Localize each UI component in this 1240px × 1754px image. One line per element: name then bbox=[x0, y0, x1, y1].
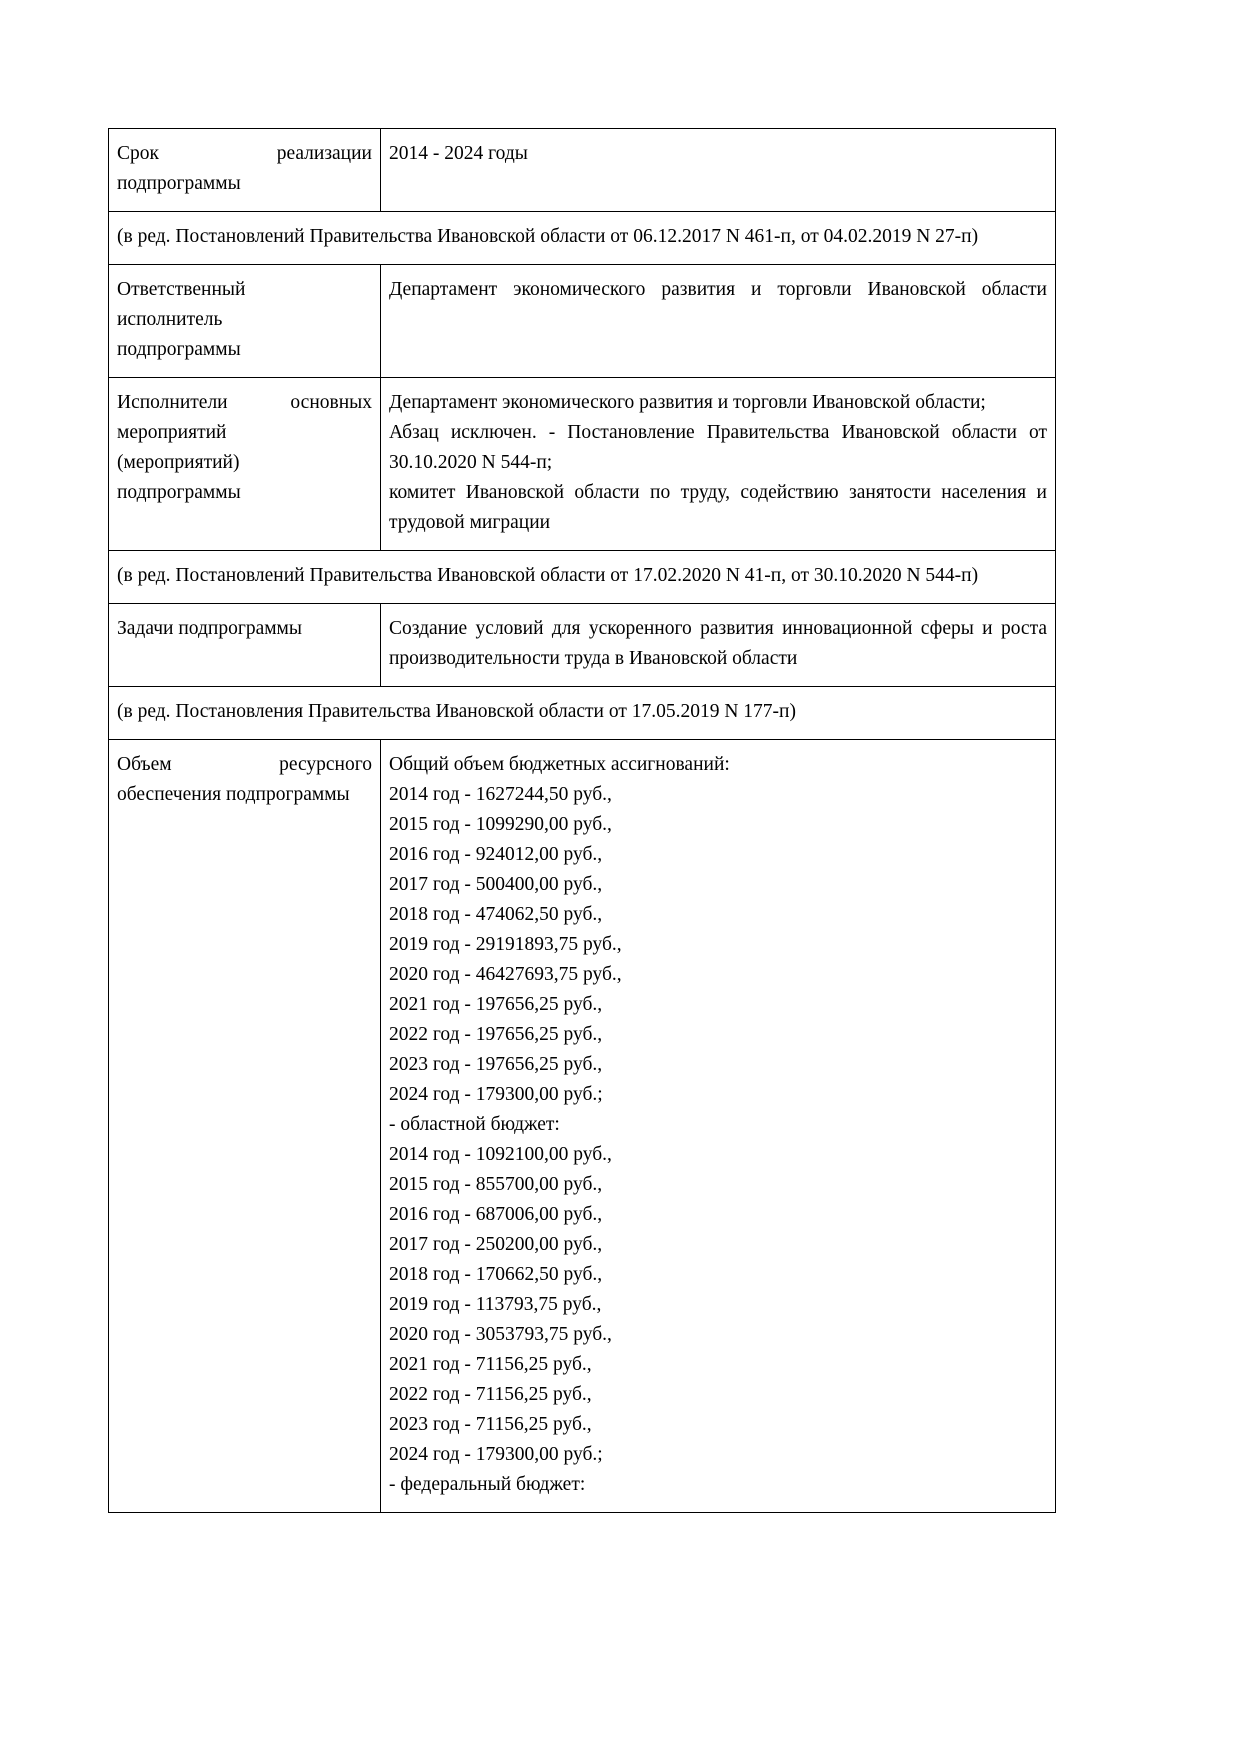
label-text: основных bbox=[290, 392, 372, 413]
budget-line: 2019 год - 113793,75 руб., bbox=[389, 1294, 602, 1315]
value-paragraph: 2014 - 2024 годы bbox=[389, 143, 528, 164]
label-text: ресурсного bbox=[279, 754, 372, 775]
amendment-note-1: (в ред. Постановлений Правительства Ивановской области от 06.12.2017 N 461-п, от 04.02.2019 N 27-п) bbox=[109, 212, 1056, 265]
budget-line: 2017 год - 500400,00 руб., bbox=[389, 874, 603, 895]
budget-line: 2015 год - 855700,00 руб., bbox=[389, 1174, 603, 1195]
budget-line: 2024 год - 179300,00 руб.; bbox=[389, 1444, 603, 1465]
budget-line: 2021 год - 71156,25 руб., bbox=[389, 1354, 592, 1375]
label-line: Задачи подпрограммы bbox=[117, 618, 303, 639]
row-label-otvetstvennyj bbox=[109, 265, 381, 378]
budget-line: 2016 год - 924012,00 руб., bbox=[389, 844, 603, 865]
label-text: Объем bbox=[117, 754, 172, 775]
row-value-otvetstvennyj bbox=[381, 265, 1056, 378]
label-line: Ответственный bbox=[117, 279, 246, 300]
table-row bbox=[109, 378, 1056, 551]
row-label-obem bbox=[109, 740, 381, 1513]
label-line bbox=[117, 139, 372, 169]
label-text: Исполнители bbox=[117, 392, 228, 413]
table-row-note bbox=[109, 212, 1056, 265]
label-line: мероприятий bbox=[117, 422, 227, 443]
label-text: Срок bbox=[117, 143, 159, 164]
amendment-note-2: (в ред. Постановлений Правительства Ивановской области от 17.02.2020 N 41-п, от 30.10.2020 N 544-п) bbox=[109, 551, 1056, 604]
table-row bbox=[109, 604, 1056, 687]
budget-line: 2018 год - 474062,50 руб., bbox=[389, 904, 603, 925]
budget-line: 2023 год - 197656,25 руб., bbox=[389, 1054, 603, 1075]
row-label-srok bbox=[109, 129, 381, 212]
budget-line: 2015 год - 1099290,00 руб., bbox=[389, 814, 612, 835]
table-row bbox=[109, 129, 1056, 212]
row-label-zadachi bbox=[109, 604, 381, 687]
budget-line: 2018 год - 170662,50 руб., bbox=[389, 1264, 603, 1285]
value-paragraph: Создание условий для ускоренного развития инновационной сферы и роста производительности труда в Ивановской области bbox=[389, 618, 1047, 669]
budget-line: 2020 год - 3053793,75 руб., bbox=[389, 1324, 612, 1345]
label-line bbox=[117, 750, 372, 780]
table-row bbox=[109, 265, 1056, 378]
value-paragraph: комитет Ивановской области по труду, содействию занятости населения и трудовой миграции bbox=[389, 482, 1047, 533]
table-row bbox=[109, 740, 1056, 1513]
label-line: подпрограммы bbox=[117, 482, 241, 503]
subprogram-passport-table bbox=[108, 128, 1056, 1513]
budget-total-heading: Общий объем бюджетных ассигнований: bbox=[389, 754, 730, 775]
budget-line: 2022 год - 71156,25 руб., bbox=[389, 1384, 592, 1405]
budget-line: 2016 год - 687006,00 руб., bbox=[389, 1204, 603, 1225]
value-paragraph: Департамент экономического развития и торговли Ивановской области bbox=[389, 279, 1047, 300]
budget-total-lines bbox=[389, 780, 1047, 1110]
budget-line: 2024 год - 179300,00 руб.; bbox=[389, 1084, 603, 1105]
label-line bbox=[117, 388, 372, 418]
budget-federal-heading: - федеральный бюджет: bbox=[389, 1474, 586, 1495]
budget-line: 2022 год - 197656,25 руб., bbox=[389, 1024, 603, 1045]
table-row-note bbox=[109, 551, 1056, 604]
label-line: подпрограммы bbox=[117, 173, 241, 194]
budget-line: 2019 год - 29191893,75 руб., bbox=[389, 934, 622, 955]
label-line: исполнитель bbox=[117, 309, 223, 330]
label-line: обеспечения подпрограммы bbox=[117, 784, 350, 805]
label-line: (мероприятий) bbox=[117, 452, 240, 473]
label-line: подпрограммы bbox=[117, 339, 241, 360]
value-paragraph: Абзац исключен. - Постановление Правительства Ивановской области от 30.10.2020 N 544-п; bbox=[389, 422, 1047, 473]
label-text: реализации bbox=[276, 143, 372, 164]
row-value-zadachi bbox=[381, 604, 1056, 687]
budget-regional-lines bbox=[389, 1140, 1047, 1470]
table-row-note bbox=[109, 687, 1056, 740]
amendment-note-3: (в ред. Постановления Правительства Ивановской области от 17.05.2019 N 177-п) bbox=[109, 687, 1056, 740]
row-value-obem bbox=[381, 740, 1056, 1513]
row-value-ispolniteli bbox=[381, 378, 1056, 551]
budget-line: 2014 год - 1092100,00 руб., bbox=[389, 1144, 612, 1165]
value-paragraph: Департамент экономического развития и торговли Ивановской области; bbox=[389, 392, 986, 413]
row-label-ispolniteli bbox=[109, 378, 381, 551]
budget-line: 2023 год - 71156,25 руб., bbox=[389, 1414, 592, 1435]
budget-line: 2014 год - 1627244,50 руб., bbox=[389, 784, 612, 805]
budget-regional-heading: - областной бюджет: bbox=[389, 1114, 560, 1135]
budget-line: 2021 год - 197656,25 руб., bbox=[389, 994, 603, 1015]
budget-line: 2020 год - 46427693,75 руб., bbox=[389, 964, 622, 985]
budget-line: 2017 год - 250200,00 руб., bbox=[389, 1234, 603, 1255]
row-value-srok bbox=[381, 129, 1056, 212]
